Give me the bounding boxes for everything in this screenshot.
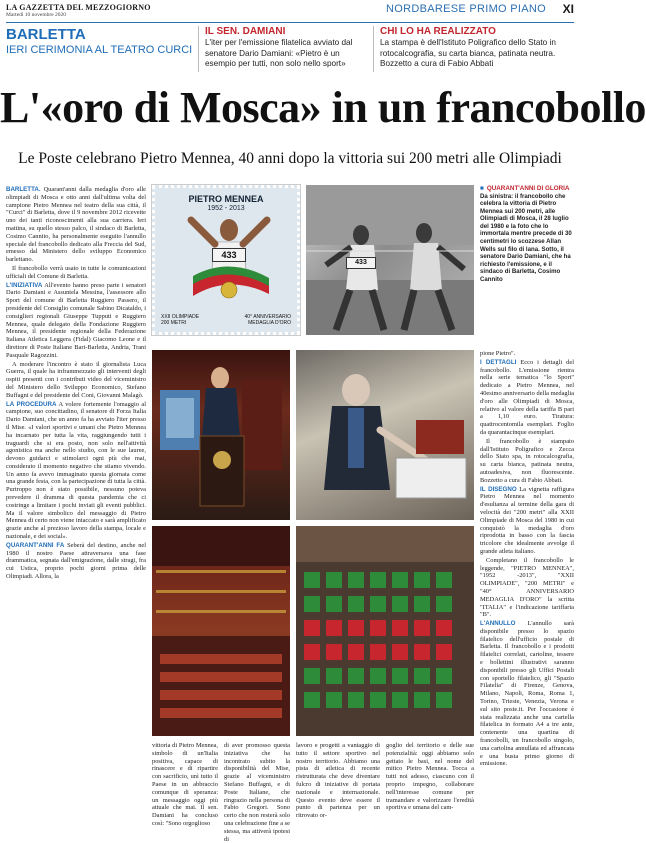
runner-bib-number: 433 bbox=[346, 257, 376, 269]
stamp-bib-number: 433 bbox=[212, 248, 246, 262]
issue-date: Martedì 10 novembre 2020 bbox=[6, 12, 67, 18]
stamp-years: 1952 - 2013 bbox=[207, 205, 245, 212]
kicker-divider-1 bbox=[198, 26, 199, 72]
paragraph: pione Pietro". bbox=[480, 350, 516, 357]
paragraph: Il francobollo verrà usato in tutte le comunicazioni ufficiali del Comune di Barletta. bbox=[6, 264, 146, 280]
paragraph: Il francobollo è stampato dall'Istituto Poligrafico e Zecca dello Stato spa, in rotocalcografia, su carta bianca, patinata neutra, autoadesiva, non fluorescente. Bozzetto a cura di Fabio Abbati. bbox=[480, 437, 574, 484]
newspaper-logo: LA GAZZETTA DEL MEZZOGIORNO bbox=[6, 3, 151, 12]
top-rule bbox=[6, 22, 574, 23]
production-summary: La stampa è dell'Istituto Poligrafico dello Stato in rotocalcografia, su carta bianca, patinata neutra. Bozzetto a cura di Fabio Abbati bbox=[380, 38, 556, 68]
city-subkicker: IERI CERIMONIA AL TEATRO CURCI bbox=[6, 44, 193, 56]
damiani-summary: L'iter per l'emissione filatelica avviato dal senatore Dario Damiani: «Pietro è un esempio per tutti, non solo nello sport» bbox=[205, 38, 353, 68]
subheading: L'ANNULLO bbox=[480, 620, 516, 628]
paragraph: La vignetta raffigura Pietro Mennea nel momento d'esultanza al termine della gara di velocità dei "200 metri" alla XXII Olimpiade di Mosca del 1980 in cui conquistò la medaglia d'oro riprodotta in basso con la fascia tricolore che idealmente avvolge il grande atleta italiano. bbox=[480, 485, 574, 555]
runners-silhouette bbox=[306, 185, 474, 335]
subheading: LA PROCEDURA bbox=[6, 400, 57, 408]
subheading: I DETTAGLI bbox=[480, 358, 517, 366]
stamp-sheets-photo bbox=[296, 526, 474, 736]
caption-bullet-icon: ■ bbox=[480, 185, 484, 192]
article-column-3: di aver promosso questa iniziativa che ha incontrato subito la disponibilità del Mise, grazie al viceministro Stefano Buffagni, e di Poste Italiane, che ringrazio nella persona di Fabio Gregori. Sono certo che non resterà solo una celebrazione fine a se stessa, ma attiverà ipotesi di bbox=[224, 742, 290, 843]
article-column-4: lavoro e progetti a vantaggio di tutto il settore sportivo nel nostro territorio. Abbiamo una pista di atletica di recente ristrutturata che deve diventare fulcro di iniziative di portata nazionale e internazionale. Questo evento deve essere il punto di partenza per un ritrovato or- bbox=[296, 742, 380, 820]
theatre-interior bbox=[152, 526, 290, 736]
paragraph: All'evento hanno preso parte i senatori Dario Damiani e Assuntela Messina, l'assessore allo Sport del comune di Barletta Ruggiero Passero, il presidente del Consiglio comunale Sabino Dicataldo, i consiglieri regionali Giuseppe Tupputi e Ruggiero Mennea, quale delegato della Fondazione Ruggiero Mennea, il presidente regionale della Federazione Italiana Atletica Leggera (Fidal) Giacomo Leone e il direttore di Poste Italiane Bari-Barletta, Andria, Trani Pasquale Ragozzini. bbox=[6, 281, 146, 359]
production-kicker: CHI LO HA REALIZZATO bbox=[380, 26, 496, 37]
stage-scene bbox=[152, 350, 290, 520]
photo-caption bbox=[480, 185, 574, 335]
page-number: XI bbox=[562, 2, 574, 16]
subheading: IL DISEGNO bbox=[480, 485, 517, 493]
mayor-scene bbox=[296, 350, 474, 520]
paragraph: A moderare l'incontro è stato il giornalista Luca Guerra, il quale ha inframmezzato gli interventi degli ospiti presenti con i contributi video del viceministro del Ministero dello Sviluppo Economico, Stefano Buffagni e del presidente del Coni, Giovanni Malagò. bbox=[6, 360, 146, 399]
dateline: BARLETTA. bbox=[6, 186, 41, 193]
headline: L'«oro di Mosca» in un francobollo bbox=[0, 83, 646, 132]
subheading: QUARANT'ANNI FA bbox=[6, 541, 65, 549]
article-column-6 bbox=[480, 350, 574, 832]
athlete-figure bbox=[185, 216, 273, 308]
senator-stage-photo bbox=[152, 350, 290, 520]
paragraph: Ecco i dettagli del francobollo. L'emissione rientra nella serie tematica "lo Sport" dedicato a Pietro Mennea, nel 40esimo anniversario della medaglia d'oro alle Olimpiadi di Mosca, relativo al valore della tariffa B pari a 1,10 euro. Tiratura: quattrocentomila esemplari. Foglio da quarantacinque esemplari. bbox=[480, 358, 574, 436]
mayor-annullo-photo bbox=[296, 350, 474, 520]
paragraph: Seberà del destino, anche nel 1980 il nostro Paese attraversava una fase drammatica, segnata dall'emigrazione, dalle stragi, fra cui Ustica, proprio pochi giorni prima delle Olimpiadi. Allora, la bbox=[6, 541, 146, 581]
paragraph: Quarant'anni dalla medaglia d'oro alle olimpiadi di Mosca e otto anni dall'ultima volta del campione Pietro Mennea nel teatro della sua città, il "Curci" di Barletta, dove il 9 novembre 2012 ricevette uno dei tanti riconoscimenti alla sua carriera. Ieri mattina, su quello stesso palco, il sindaco di Barletta, Cosimo Cannito, ha personalmente eseguito l'annullo speciale del francobollo dedicato alla Freccia del Sud, emesso dal Ministero dello sviluppo Economico barlettano. bbox=[6, 186, 146, 264]
article-column-5: goglio del territorio e delle sue potenzialità: oggi abbiamo solo gettato le basi, nel nome del mitico Pietro Mennea. Tocca a tutti noi adesso, ciascuno con il proprio impegno, collaborare nell'interesse comune per tramandare e valorizzare l'eredità sportiva e umana del cam- bbox=[386, 742, 474, 812]
section-title: NORDBARESE PRIMO PIANO bbox=[385, 3, 546, 15]
article-column-1 bbox=[6, 186, 146, 831]
kicker-divider-2 bbox=[373, 26, 374, 72]
caption-title: QUARANT'ANNI DI GLORIA bbox=[486, 185, 570, 192]
subheading: L'INIZIATIVA bbox=[6, 281, 43, 289]
paragraph: Completano il francobollo le leggende, "PIETRO MENNEA", "1952 -2013", "XXII OLIMPIADE", "200 METRI" e "40° ANNIVERSARIO MEDAGLIA D'ORO" la scritta "ITALIA" e l'indicazione tariffaria "B". bbox=[480, 556, 574, 619]
caption-text: Da sinistra: il francobollo che celebra la vittoria di Pietro Mennea sui 200 metri, alle Olimpiadi di Mosca, il 28 luglio del 1980 e la foto che lo immortala mentre precede di 30 centimetri lo scozzese Allan Wells sul filo di lana. Sotto, il senatore Dario Damiani, che ha richiesto l'emissione, e il sindaco di Barletta, Cosimo Cannito bbox=[480, 192, 572, 284]
city-kicker: BARLETTA bbox=[6, 26, 86, 43]
stamp-name: PIETRO MENNEA bbox=[188, 194, 264, 204]
damiani-kicker: IL SEN. DAMIANI bbox=[205, 26, 286, 37]
race-finish-photo bbox=[306, 185, 474, 335]
stamp-anniversary-label: 40° ANNIVERSARIO MEDAGLIA D'ORO bbox=[244, 314, 291, 326]
article-column-2: vittoria di Pietro Mennea, simbolo di un'Italia positiva, capace di rinascere e di ripartire con sacrificio, unì tutto il Paese in un abbraccio comunque di speranza: un messaggio oggi più attuale che mai. Il sen. Damiani ha concluso così: "Sono orgoglioso bbox=[152, 742, 218, 827]
stamp-image bbox=[152, 185, 300, 335]
stamp-sheets-grid bbox=[296, 526, 474, 736]
paragraph: L'annullo sarà disponibile presso lo spazio filatelico dell'ufficio postale di Barletta. Il francobollo e i prodotti filatelici correlati, cartoline, tessere e bollettini illustrativi saranno disponibili presso gli Uffici Postali con sportello filatelico, gli "Spazio Filatelia" di Firenze, Genova, Milano, Napoli, Roma, Roma 1, Torino, Trieste, Venezia, Verona e sul sito poste.it. Per l'occasione è stata realizzata anche una cartella filatelica in formato A4 a tre ante, contenente una quartina di francobolli, un francobollo singolo, una cartolina annullata ed affrancata e una busta primo giorno di emissione. bbox=[480, 620, 574, 768]
paragraph: A volere fortemente l'omaggio al campione, suo concittadino, il senatore di Forza Italia Dario Damiani, che un anno fa ha avviato l'iter presso il Mise. «I valori sportivi e umani che Pietro Mennea ha incarnato per tutta la vita, raggiungendo tutti i traguardi che si era posto, non solo nell'attività agonistica ma anche nello studio, con le sue lauree, devono guidarci e stimolarci ogni più che mai, considerato il momento negativo che stiamo vivendo. Un anno fa avevo immaginato questa giornata come una grande festa, con la partecipazione di tutta la città. Purtroppo non è stato possibile, nessuno poteva prevedere il dramma di questa pandemia che ci costringe a limitare i pochi inviati gli eventi pubblici. Ma il valore simbolico del messaggio di Pietro Mennea di certo non viene intaccato e sarà amplificato grazie anche al prezioso lavoro della stampa, locale e nazionale, e dei social». bbox=[6, 400, 146, 541]
stamp-olympiad-label: XXII OLIMPIADE 200 METRI bbox=[161, 314, 200, 326]
subheadline: Le Poste celebrano Pietro Mennea, 40 anni dopo la vittoria sui 200 metri alle Olimpiadi bbox=[18, 150, 562, 167]
theatre-hall-photo bbox=[152, 526, 290, 736]
